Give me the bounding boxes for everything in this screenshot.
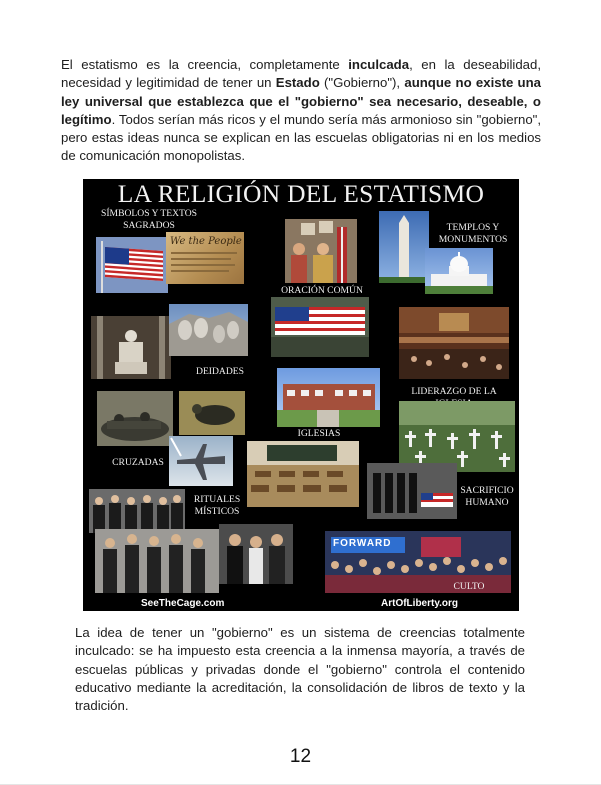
intro-bold-estado: Estado	[275, 75, 320, 91]
military-cemetery-photo	[399, 401, 515, 472]
constitution-parchment-photo	[166, 232, 244, 284]
inauguration-photo	[95, 529, 219, 593]
forward-sign: FORWARD	[333, 538, 392, 549]
page-number: 12	[289, 746, 312, 767]
label-culto: CULTO	[453, 581, 485, 592]
label-sacrificio: SACRIFICIO HUMANO	[460, 485, 514, 508]
statism-religion-poster	[83, 179, 519, 611]
label-simbolos: SÍMBOLOS Y TEXTOS SAGRADOS	[101, 208, 197, 231]
intro-bold-claim: aunque no existe una ley universal que establezca que el "gobierno" sea necesario, deseable, o legítimo	[61, 75, 542, 127]
label-oracion: ORACIÓN COMÚN	[281, 285, 363, 296]
label-rituales: RITUALES MÍSTICOS	[193, 494, 241, 517]
label-cruzadas: CRUZADAS	[112, 457, 164, 468]
fallen-soldier-photo	[179, 391, 245, 435]
label-liderazgo: LIDERAZGO DE LA	[411, 386, 497, 397]
drone-missile-photo	[169, 436, 233, 486]
washington-monument-photo	[379, 211, 429, 283]
politicians-group-photo	[89, 489, 185, 533]
intro-bold-inculcada: inculcada	[348, 57, 410, 72]
constitution-heading: We the People	[170, 236, 242, 247]
common-prayer-photo	[285, 219, 357, 283]
label-templos: TEMPLOS Y MONUMENTOS	[438, 222, 508, 245]
second-paragraph: La idea de tener un "gobierno" es un sistema de creencias totalmente inculcado: se ha impuesto esta creencia a la inmensa mayoría, a través de escuelas públicas y privadas donde el "gobierno" controla el contenido educativo mediante la acreditación, la consolidación de libros de texto y la tradición.	[75, 625, 525, 714]
intro-text-3: ("Gobierno"),	[319, 75, 405, 91]
intro-text-1: El estatismo es la creencia, completamente	[61, 57, 349, 72]
lincoln-statue-photo	[91, 316, 171, 379]
intro-paragraph	[61, 56, 541, 166]
label-deidades: DEIDADES	[196, 366, 244, 377]
us-flag-photo	[96, 237, 168, 293]
oath-ceremony-photo	[219, 524, 293, 584]
credit-left: SeeTheCage.com	[141, 598, 225, 609]
intro-text-2: , en la deseabilidad, necesidad y legitimidad de tener un	[61, 57, 541, 91]
military-funeral-photo	[367, 463, 457, 519]
flag-crowd-photo	[271, 297, 369, 357]
mount-rushmore-photo	[169, 304, 248, 356]
capitol-photo	[425, 248, 493, 294]
label-iglesias: IGLESIAS	[297, 428, 341, 439]
intro-text-4: . Todos serían más ricos y el mundo sería más armonioso sin "gobierno", pero estas ideas nunca se explican en las escuelas obligatorias ni en los medios de comunicación monopolistas.	[61, 111, 541, 164]
school-building-photo	[277, 368, 380, 427]
crusade-soldiers-photo	[97, 391, 173, 446]
credit-right: ArtOfLiberty.org	[381, 598, 459, 609]
classroom-photo	[247, 441, 359, 507]
poster-title: LA RELIGIÓN DEL ESTATISMO	[117, 179, 485, 208]
congress-chamber-photo	[399, 307, 509, 379]
